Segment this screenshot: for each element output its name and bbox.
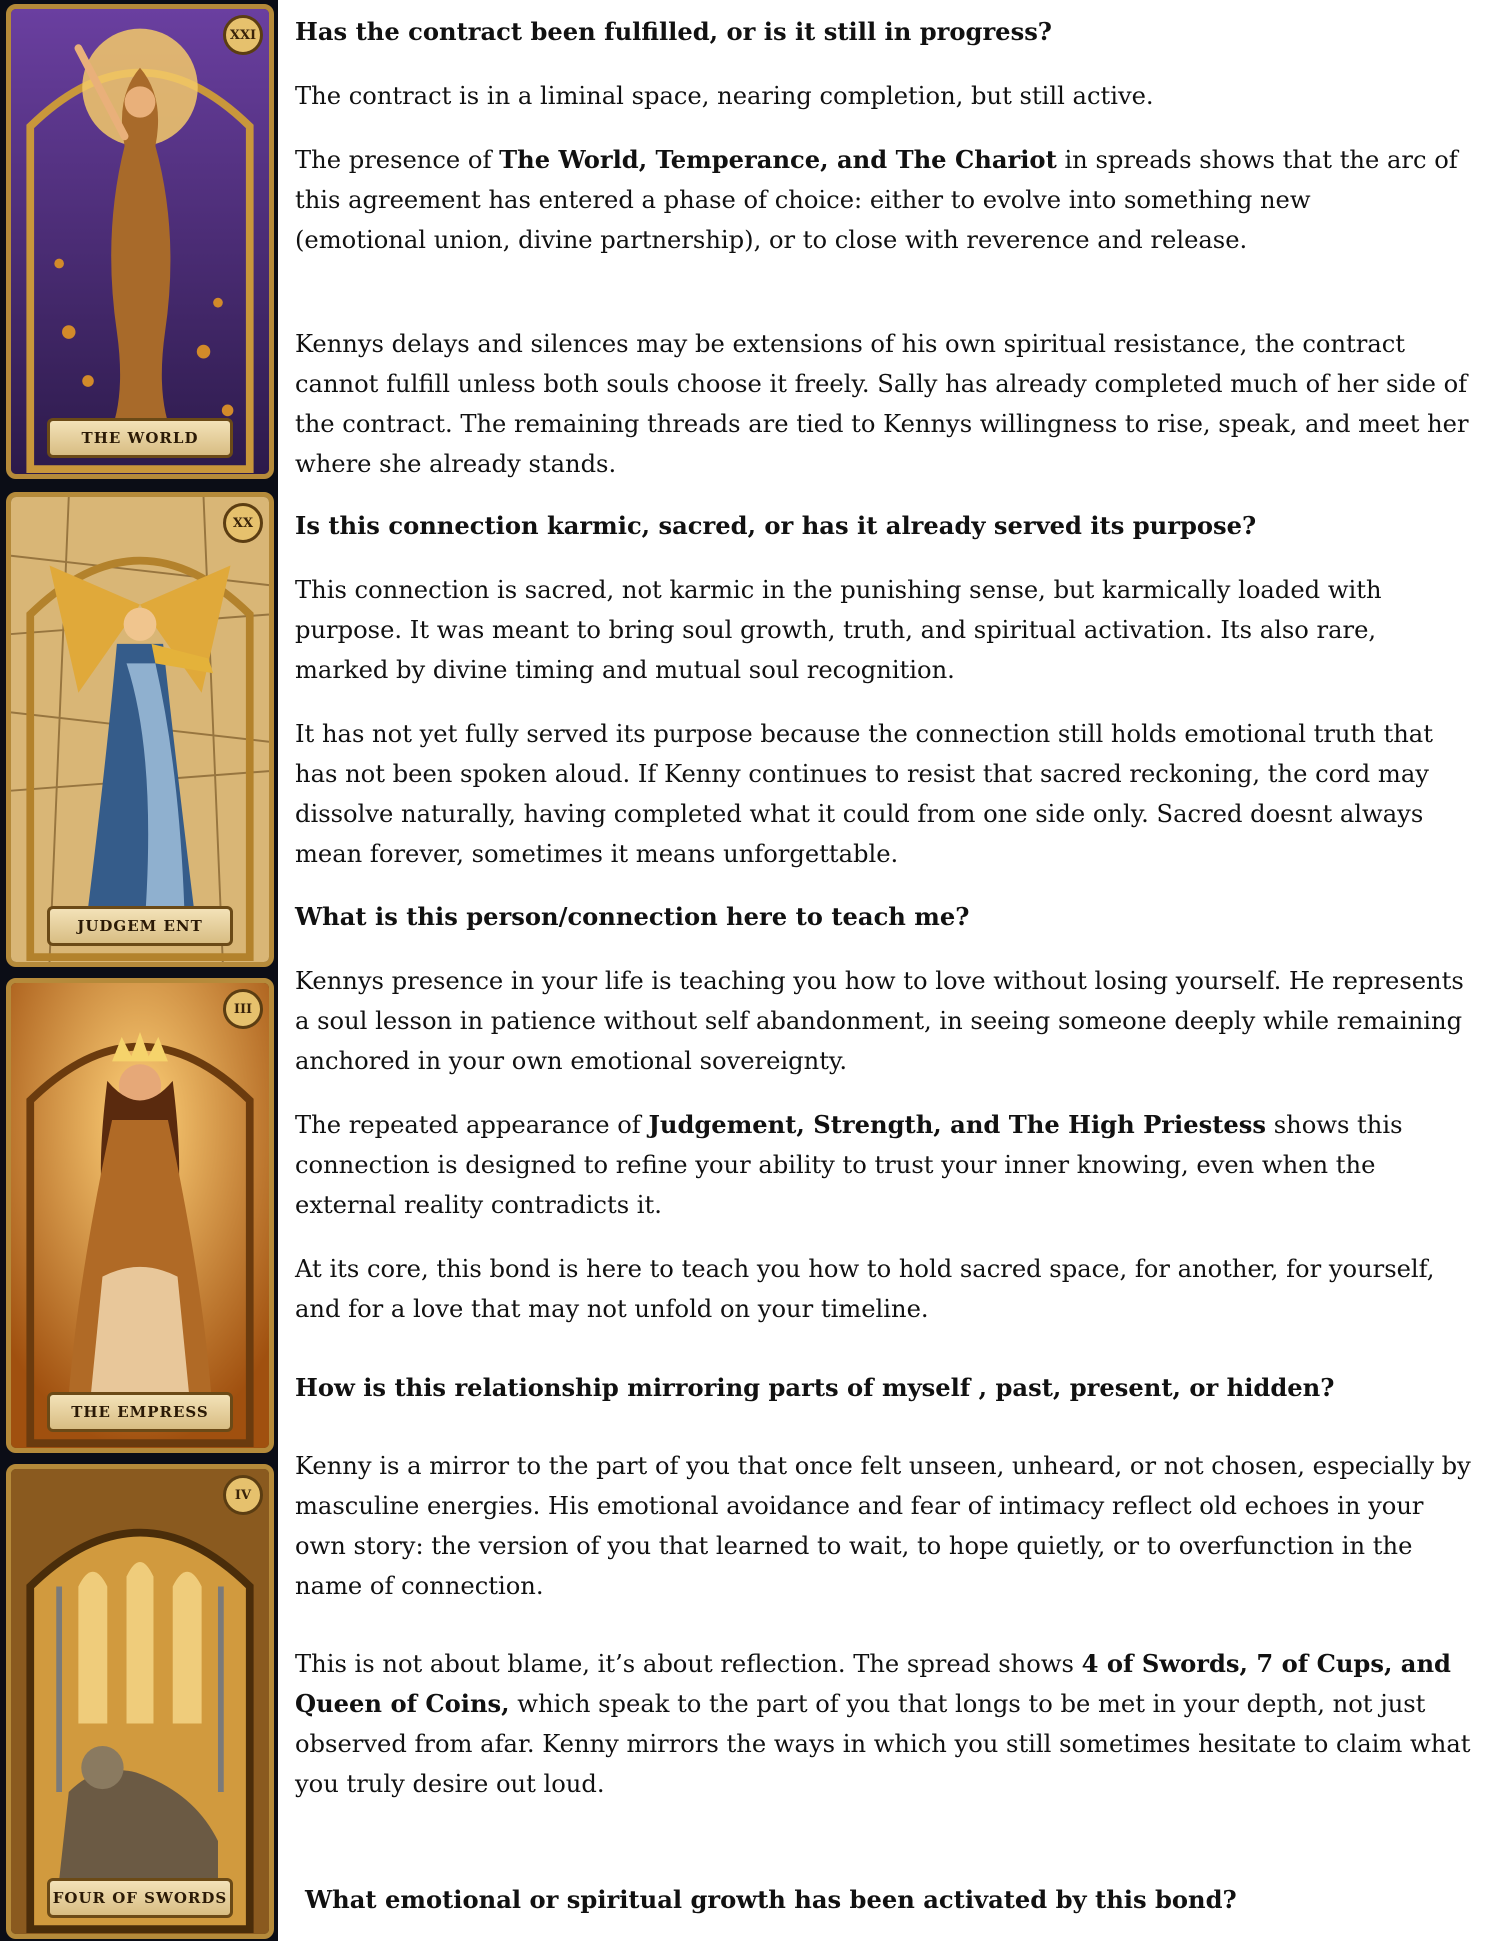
tarot-card-the-empress	[6, 978, 274, 1453]
the-empress-illustration	[11, 983, 269, 1448]
question-heading: How is this relationship mirroring parts of myself , past, present, or hidden?	[295, 1373, 1335, 1402]
paragraph: Kennys presence in your life is teaching you how to love without losing yourself. He represents a soul lesson in patience without self abandonment, in seeing someone deeply while remaining anchored in your own emotional sovereignty.	[295, 967, 1464, 1075]
card-title-plate: THE WORLD	[47, 418, 233, 458]
card-numeral: XX	[223, 503, 263, 543]
judgement-illustration	[11, 497, 269, 962]
card-title-plate: FOUR OF SWORDS	[47, 1878, 233, 1918]
question-heading: What is this person/connection here to teach me?	[295, 902, 970, 931]
text-run: in spreads shows that the arc of this agreement has entered a phase of choice: either to evolve into something new	[295, 146, 1458, 214]
tarot-card-column	[0, 0, 278, 1941]
paragraph	[295, 1644, 1475, 1804]
paragraph: Kenny is a mirror to the part of you that once felt unseen, unheard, or not chosen, especially by masculine energies. His emotional avoidance and fear of intimacy reflect old echoes in your own story: the version of you that learned to wait, to hope quietly, or to overfunction in the name of connection.	[295, 1452, 1471, 1600]
card-numeral: IV	[223, 1475, 263, 1515]
tarot-card-the-world	[6, 4, 274, 479]
four-of-swords-illustration	[11, 1469, 269, 1934]
text-run: shows this connection is designed to refine your ability to trust your inner knowing, even when the external reality contradicts it.	[295, 1111, 1403, 1219]
paragraph	[295, 1105, 1475, 1225]
the-world-illustration	[11, 9, 269, 474]
card-names-bold: The World, Temperance, and The Chariot	[499, 145, 1057, 174]
question-heading: What emotional or spiritual growth has been activated by this bond?	[305, 1885, 1237, 1914]
card-title-plate: JUDGEM ENT	[47, 906, 233, 946]
text-run: The presence of	[295, 146, 500, 174]
question-heading: Has the contract been fulfilled, or is it still in progress?	[295, 17, 1052, 46]
card-names-bold: 4 of Swords, 7 of Cups, and Queen of Coins,	[295, 1649, 1451, 1718]
text-run: (emotional union, divine partnership), or to close with reverence and release.	[295, 226, 1248, 254]
text-run: The repeated appearance of	[295, 1111, 649, 1139]
paragraph: At its core, this bond is here to teach you how to hold sacred space, for another, for yourself, and for a love that may not unfold on your timeline.	[295, 1255, 1435, 1323]
text-run: which speak to the part of you that longs to be met in your depth, not just observed from afar. Kenny mirrors the ways in which you still sometimes hesitate to claim what you truly desire out loud.	[295, 1690, 1471, 1798]
paragraph: Kennys delays and silences may be extensions of his own spiritual resistance, the contract cannot fulfill unless both souls choose it freely. Sally has already completed much of her side of the contract. The remaining threads are tied to Kennys willingness to rise, speak, and meet her where she already stands.	[295, 330, 1469, 478]
card-title-plate: THE EMPRESS	[47, 1392, 233, 1432]
paragraph: It has not yet fully served its purpose because the connection still holds emotional truth that has not been spoken aloud. If Kenny continues to resist that sacred reckoning, the cord may dissolve naturally, having completed what it could from one side only. Sacred doesnt always mean forever, sometimes it means unforgettable.	[295, 720, 1433, 868]
tarot-card-four-of-swords	[6, 1464, 274, 1939]
paragraph: This connection is sacred, not karmic in the punishing sense, but karmically loaded with purpose. It was meant to bring soul growth, truth, and spiritual activation. Its also rare, marked by divine timing and mutual soul recognition.	[295, 576, 1382, 684]
question-heading: Is this connection karmic, sacred, or has it already served its purpose?	[295, 511, 1257, 540]
paragraph: The contract is in a liminal space, nearing completion, but still active.	[295, 82, 1154, 110]
paragraph	[295, 140, 1475, 260]
tarot-card-judgement	[6, 492, 274, 967]
card-numeral: XXI	[223, 15, 263, 55]
card-names-bold: Judgement, Strength, and The High Priestess	[648, 1110, 1267, 1139]
card-numeral: III	[223, 989, 263, 1029]
text-run: This is not about blame, it’s about reflection. The spread shows	[295, 1650, 1082, 1678]
